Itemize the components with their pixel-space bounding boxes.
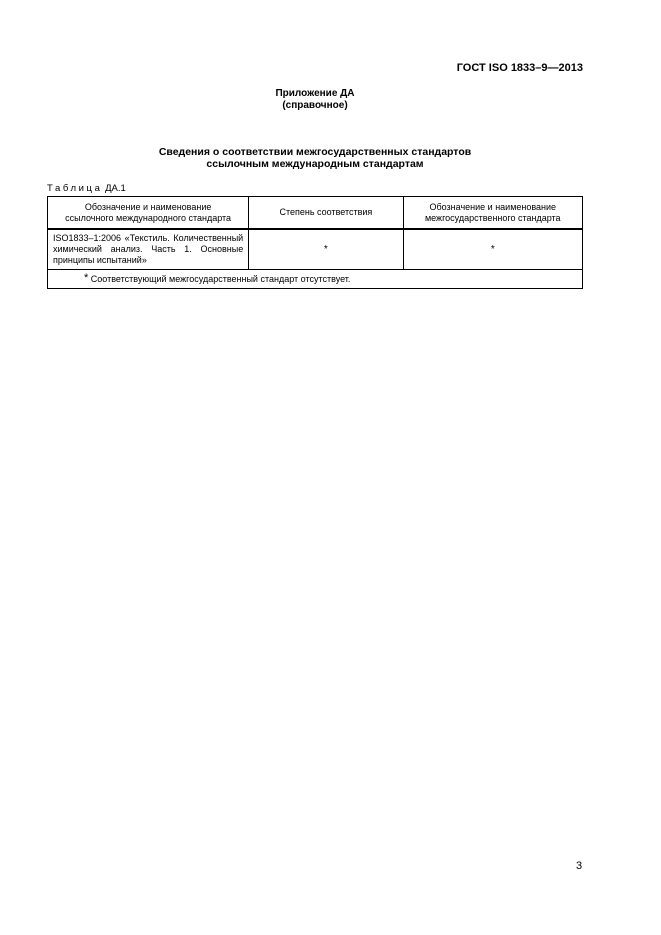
table-header-row — [48, 197, 583, 230]
header-degree-of-correspondence: Степень соответствия — [249, 197, 403, 230]
page-number: 3 — [576, 860, 583, 872]
cell-reference-standard: ISO1833–1:2006 «Текстиль. Количественный химический анализ. Часть 1. Основные принципы испытаний» — [48, 229, 249, 270]
table-caption — [47, 183, 126, 194]
document-code: ГОСТ ISO 1833–9—2013 — [456, 62, 583, 74]
footnote-mark: * — [84, 271, 89, 284]
section-title-line-1: Сведения о соответствии межгосударственных стандартов — [158, 146, 472, 158]
header-interstate-standard-line-1: Обозначение и наименование — [429, 201, 557, 212]
header-reference-standard-line-1: Обозначение и наименование — [84, 201, 212, 212]
table-footnote-row — [48, 270, 583, 289]
cell-degree-of-correspondence: * — [249, 229, 403, 270]
footnote-text: Соответствующий межгосударственный стандарт отсутствует. — [88, 273, 351, 284]
header-interstate-standard-line-2: межгосударственного стандарта — [424, 212, 561, 223]
header-interstate-standard — [403, 197, 582, 230]
table-footnote — [48, 270, 583, 289]
cell-interstate-standard: * — [403, 229, 582, 270]
section-title — [0, 146, 630, 170]
table-caption-word: Таблица — [47, 183, 103, 194]
header-reference-standard — [48, 197, 249, 230]
correspondence-table — [47, 196, 583, 289]
annex-title: Приложение ДА — [275, 88, 355, 99]
annex-heading — [0, 88, 630, 112]
table-row — [48, 229, 583, 270]
header-reference-standard-line-2: ссылочного международного стандарта — [65, 212, 232, 223]
section-title-line-2: ссылочным международным стандартам — [206, 158, 424, 170]
table-caption-number: ДА.1 — [105, 183, 126, 194]
annex-subtitle: (справочное) — [282, 100, 348, 111]
